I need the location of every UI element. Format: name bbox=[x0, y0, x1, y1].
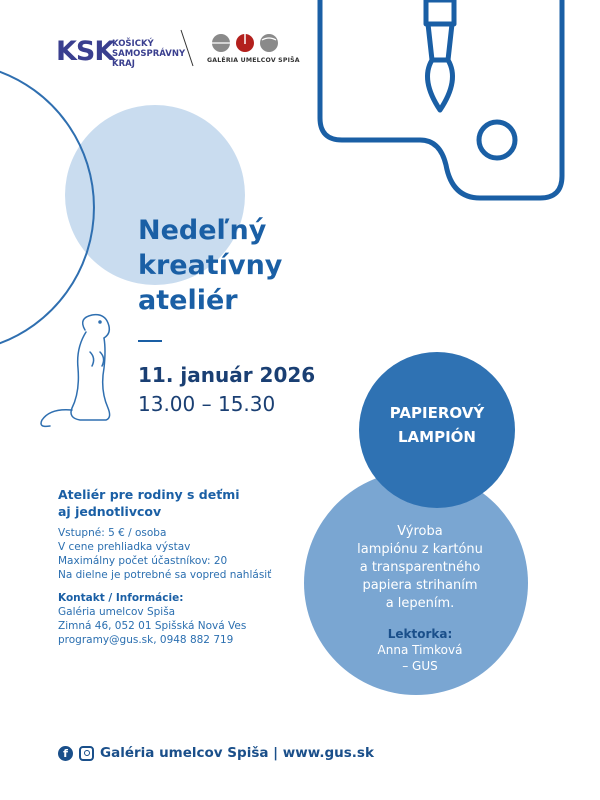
audience-subtitle: Ateliér pre rodiny s deťmi aj jednotlivcov bbox=[58, 487, 240, 519]
lecturer-org: – GUS bbox=[402, 659, 438, 673]
workshop-description: Výroba lampiónu z kartónu a transparentného papiera strihaním a lepením. bbox=[357, 524, 483, 611]
gus-logo-caption: GALÉRIA UMELCOV SPIŠA bbox=[207, 57, 300, 64]
contact-org: Galéria umelcov Spiša bbox=[58, 606, 176, 618]
marmot-drawing bbox=[41, 315, 110, 427]
contact-info bbox=[58, 591, 246, 647]
instagram-icon[interactable] bbox=[79, 746, 94, 761]
footer bbox=[58, 745, 374, 761]
workshop-title: PAPIEROVÝ LAMPIÓN bbox=[389, 404, 485, 446]
ksk-logo-text: KOŠICKÝ SAMOSPRÁVNY KRAJ bbox=[112, 39, 186, 69]
palette-brush-outline bbox=[320, 0, 562, 198]
title-divider bbox=[138, 340, 162, 342]
ksk-logo-mark: KSK bbox=[56, 36, 115, 67]
contact-email-phone[interactable]: programy@gus.sk, 0948 882 719 bbox=[58, 634, 234, 646]
facebook-icon[interactable]: f bbox=[58, 746, 73, 761]
lecturer-block bbox=[325, 626, 515, 674]
contact-address: Zimná 46, 052 01 Spišská Nová Ves bbox=[58, 620, 247, 632]
event-title: Nedeľný kreatívny ateliér bbox=[138, 215, 283, 316]
lecturer-name: Anna Timková bbox=[377, 643, 463, 657]
event-date: 11. január 2026 bbox=[138, 363, 316, 387]
gus-logo-circles bbox=[212, 34, 278, 52]
footer-text[interactable]: Galéria umelcov Spiša | www.gus.sk bbox=[100, 745, 374, 761]
contact-label: Kontakt / Informácie: bbox=[58, 592, 184, 604]
fee-info: Vstupné: 5 € / osoba V cene prehliadka výstav Maximálny počet účastníkov: 20 Na dielne je potrebné sa vopred nahlásiť bbox=[58, 527, 272, 581]
lecturer-label: Lektorka: bbox=[387, 627, 453, 641]
event-time: 13.00 – 15.30 bbox=[138, 392, 276, 416]
